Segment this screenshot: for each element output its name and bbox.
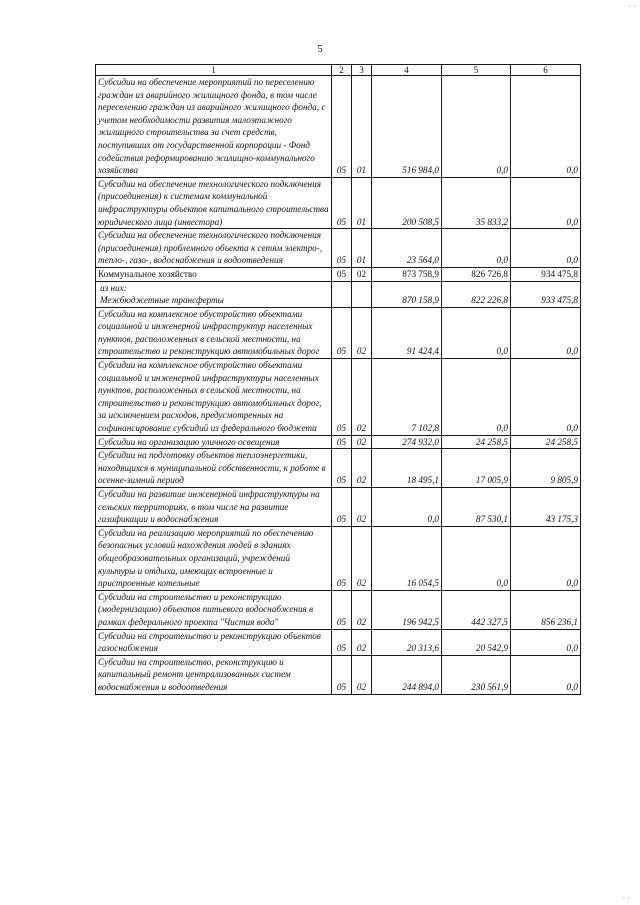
header-col-1: 1 <box>96 65 332 76</box>
row-value-year1-cell: 274 932,0 <box>372 435 442 449</box>
row-value-year3-cell: 0,0 <box>511 307 581 358</box>
row-value-year3-cell: 43 175,3 <box>511 488 581 527</box>
row-subsection-cell: 02 <box>352 488 372 527</box>
row-value-year3-cell: 0,0 <box>511 526 581 590</box>
table-row <box>96 655 581 694</box>
table-row <box>96 307 581 358</box>
row-subsection-cell: 02 <box>352 307 372 358</box>
row-value-year2-cell: 822 226,8 <box>442 281 511 307</box>
row-section-cell <box>332 281 352 307</box>
row-name-cell: из них: Межбюджетные трансферты <box>96 281 332 307</box>
corner-mark-bottom: · · <box>622 894 630 903</box>
row-value-year3-cell: 9 805,9 <box>511 449 581 488</box>
row-value-year1-cell: 23 564,0 <box>372 229 442 268</box>
row-value-year1-cell: 870 158,9 <box>372 281 442 307</box>
row-name-cell: Субсидии на комплексное обустройство объектами социальной и инженерной инфраструктур населенных пунктов, расположенных в сельской местности, на строительство и реконструкцию автомобильных дорог <box>96 307 332 358</box>
header-col-3: 3 <box>352 65 372 76</box>
row-value-year2-cell: 230 561,9 <box>442 655 511 694</box>
header-col-5: 5 <box>442 65 511 76</box>
row-section-cell: 05 <box>332 590 352 629</box>
table-row <box>96 526 581 590</box>
row-value-year3-cell: 0,0 <box>511 655 581 694</box>
row-name-cell: Субсидии на обеспечение мероприятий по переселению граждан из аварийного жилищного фонда, в том числе переселению граждан из аварийного жилищного фонда, с учетом необходимости развития малоэтажного жилищного строительства за счет средств, поступивших от государственной корпорации - Фонд содействия реформированию жилищно-коммунального хозяйства <box>96 76 332 178</box>
row-section-cell: 05 <box>332 488 352 527</box>
table-row <box>96 590 581 629</box>
header-col-2: 2 <box>332 65 352 76</box>
row-value-year2-cell: 0,0 <box>442 359 511 436</box>
row-value-year1-cell: 200 508,5 <box>372 177 442 228</box>
row-value-year1-cell: 873 758,9 <box>372 267 442 281</box>
row-name-cell: Коммунальное хозяйство <box>96 267 332 281</box>
row-value-year2-cell: 17 005,9 <box>442 449 511 488</box>
corner-mark-top: · · <box>628 2 636 11</box>
row-value-year2-cell: 0,0 <box>442 229 511 268</box>
row-value-year1-cell: 196 942,5 <box>372 590 442 629</box>
row-value-year3-cell: 24 258,5 <box>511 435 581 449</box>
header-col-4: 4 <box>372 65 442 76</box>
table-row <box>96 359 581 436</box>
page-number: 5 <box>317 44 323 55</box>
row-subsection-cell: 02 <box>352 526 372 590</box>
table-row <box>96 629 581 655</box>
row-value-year1-cell: 91 424,4 <box>372 307 442 358</box>
row-value-year2-cell: 87 530,1 <box>442 488 511 527</box>
row-section-cell: 05 <box>332 655 352 694</box>
row-value-year3-cell: 0,0 <box>511 177 581 228</box>
row-value-year1-cell: 516 984,0 <box>372 76 442 178</box>
row-value-year1-cell: 0,0 <box>372 488 442 527</box>
row-section-cell: 05 <box>332 359 352 436</box>
row-value-year1-cell: 18 495,1 <box>372 449 442 488</box>
row-subsection-cell <box>352 281 372 307</box>
row-value-year1-cell: 20 313,6 <box>372 629 442 655</box>
row-name-cell: Субсидии на подготовку объектов теплоэнергетики, находящихся в муниципальной собственности, к работе в осенне-зимний период <box>96 449 332 488</box>
row-subsection-cell: 01 <box>352 177 372 228</box>
row-section-cell: 05 <box>332 76 352 178</box>
row-value-year2-cell: 35 833,2 <box>442 177 511 228</box>
row-subsection-cell: 01 <box>352 76 372 178</box>
table-row <box>96 177 581 228</box>
row-value-year3-cell: 0,0 <box>511 359 581 436</box>
table-row <box>96 281 581 307</box>
row-name-cell: Субсидии на реализацию мероприятий по обеспечению безопасных условий нахождения людей в зданиях общеобразовательных организаций, учреждений культуры и отдыха, имеющих встроенные и пристроенные котельные <box>96 526 332 590</box>
row-section-cell: 05 <box>332 449 352 488</box>
row-value-year2-cell: 20 542,9 <box>442 629 511 655</box>
row-subsection-cell: 02 <box>352 590 372 629</box>
table-row <box>96 449 581 488</box>
row-name-cell: Субсидии на строительство, реконструкцию и капитальный ремонт централизованных систем водоснабжения и водоотведения <box>96 655 332 694</box>
row-section-cell: 05 <box>332 229 352 268</box>
row-section-cell: 05 <box>332 177 352 228</box>
row-section-cell: 05 <box>332 526 352 590</box>
row-value-year3-cell: 934 475,8 <box>511 267 581 281</box>
row-value-year2-cell: 0,0 <box>442 526 511 590</box>
row-value-year2-cell: 0,0 <box>442 307 511 358</box>
table-row <box>96 267 581 281</box>
row-subsection-cell: 02 <box>352 655 372 694</box>
table-row <box>96 488 581 527</box>
row-name-cell: Субсидии на развитие инженерной инфраструктуры на сельских территориях, в том числе на развитие газификации и водоснабжения <box>96 488 332 527</box>
row-value-year3-cell: 933 475,8 <box>511 281 581 307</box>
row-name-cell: Субсидии на организацию уличного освещения <box>96 435 332 449</box>
row-value-year3-cell: 0,0 <box>511 229 581 268</box>
row-value-year2-cell: 442 327,5 <box>442 590 511 629</box>
header-col-6: 6 <box>511 65 581 76</box>
table-row <box>96 229 581 268</box>
table-row <box>96 435 581 449</box>
row-value-year2-cell: 0,0 <box>442 76 511 178</box>
row-value-year1-cell: 16 054,5 <box>372 526 442 590</box>
row-subsection-cell: 02 <box>352 359 372 436</box>
row-value-year3-cell: 0,0 <box>511 629 581 655</box>
row-section-cell: 05 <box>332 629 352 655</box>
row-subsection-cell: 02 <box>352 449 372 488</box>
row-value-year2-cell: 826 726,8 <box>442 267 511 281</box>
row-subsection-cell: 02 <box>352 267 372 281</box>
row-subsection-cell: 01 <box>352 229 372 268</box>
table-body <box>96 76 581 695</box>
row-section-cell: 05 <box>332 307 352 358</box>
table-row <box>96 76 581 178</box>
row-subsection-cell: 02 <box>352 435 372 449</box>
row-name-cell: Субсидии на строительство и реконструкцию (модернизацию) объектов питьевого водоснабжения в рамках федерального проекта "Чистая вода" <box>96 590 332 629</box>
row-subsection-cell: 02 <box>352 629 372 655</box>
row-value-year1-cell: 244 894,0 <box>372 655 442 694</box>
row-name-cell: Субсидии на строительство и реконструкцию объектов газоснабжения <box>96 629 332 655</box>
row-value-year3-cell: 856 236,1 <box>511 590 581 629</box>
table-header-row <box>96 65 581 76</box>
row-name-cell: Субсидии на обеспечение технологического подключения (присоединения) проблемного объекта к сетям электро-, тепло-, газо-, водоснабжения и водоотведения <box>96 229 332 268</box>
row-section-cell: 05 <box>332 267 352 281</box>
row-value-year2-cell: 24 258,5 <box>442 435 511 449</box>
row-name-cell: Субсидии на комплексное обустройство объектами социальной и инженерной инфраструктуры населенных пунктов, расположенных в сельской местности, на строительство и реконструкцию автомобильных дорог, за исключением расходов, предусмотренных на софинансирование субсидий из федерального бюджета <box>96 359 332 436</box>
budget-table <box>95 64 581 695</box>
row-value-year3-cell: 0,0 <box>511 76 581 178</box>
row-name-cell: Субсидии на обеспечение технологического подключения (присоединения) к системам коммунальной инфраструктуры объектов капитального строительства юридического лица (инвестора) <box>96 177 332 228</box>
row-section-cell: 05 <box>332 435 352 449</box>
row-value-year1-cell: 7 102,8 <box>372 359 442 436</box>
